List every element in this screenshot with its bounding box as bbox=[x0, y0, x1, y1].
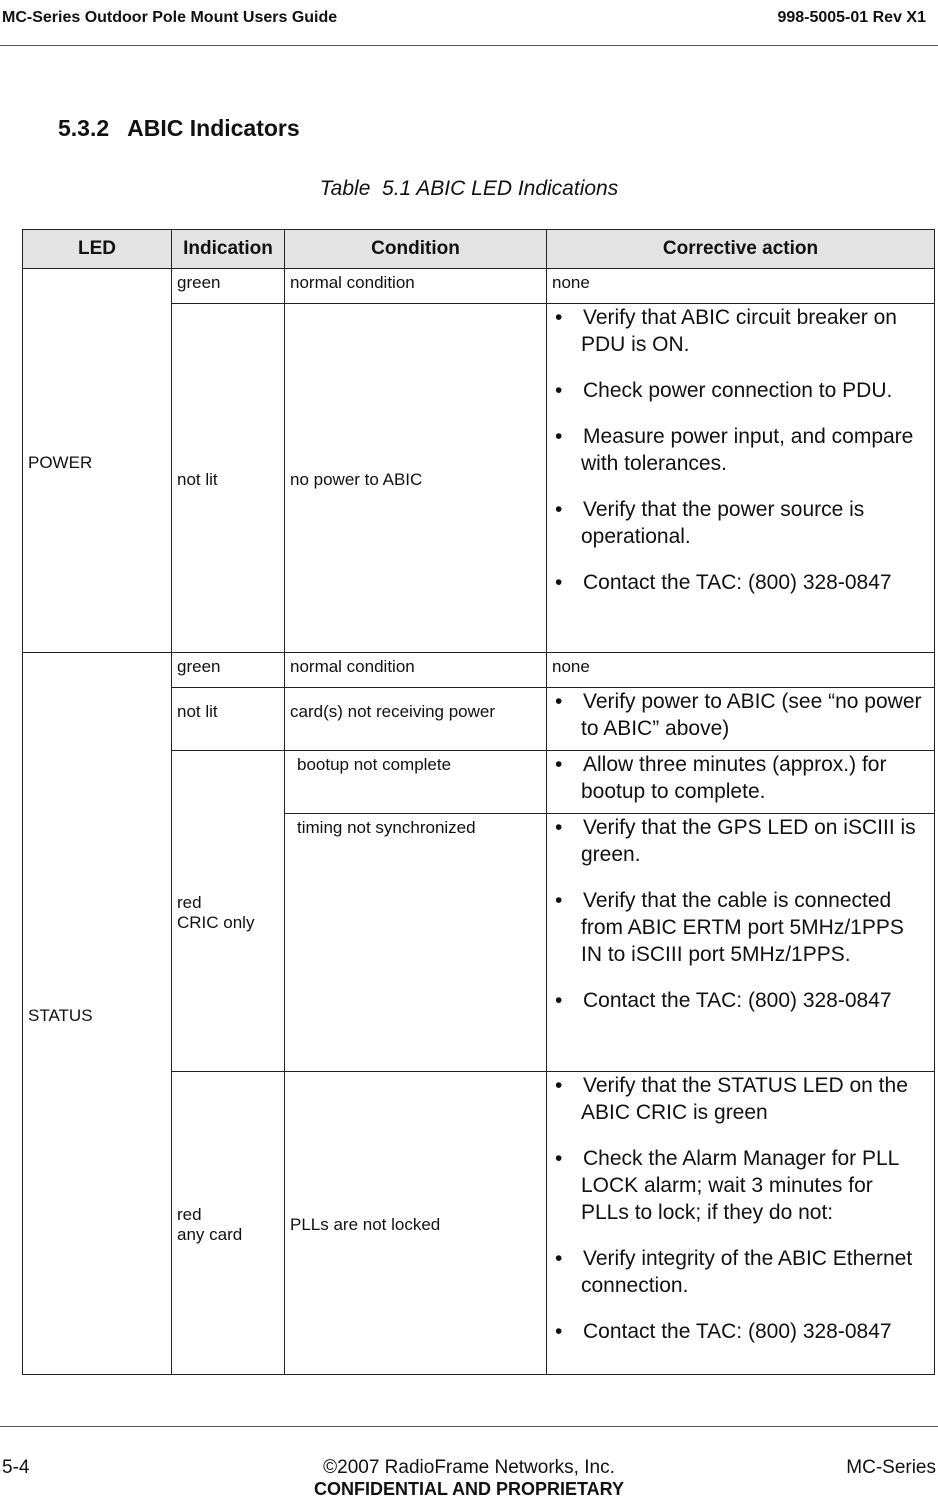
led-status: STATUS bbox=[23, 653, 172, 1375]
indication-cell bbox=[172, 1072, 285, 1375]
indication-line: red bbox=[177, 893, 202, 912]
action-cell bbox=[547, 688, 935, 751]
condition-cell: PLLs are not locked bbox=[285, 1072, 547, 1375]
bullet-item: • Verify that the cable is connected from ABIC ERTM port 5MHz/1PPS IN to iSCIII port 5MHz/1PPS. bbox=[555, 889, 904, 966]
indication-cell: green bbox=[172, 269, 285, 304]
section-title: ABIC Indicators bbox=[127, 115, 300, 141]
led-power: POWER bbox=[23, 269, 172, 653]
col-header-led: LED bbox=[23, 230, 172, 269]
bullet-item: • Verify that the power source is operational. bbox=[555, 498, 865, 548]
indication-cell bbox=[172, 751, 285, 1072]
action-cell bbox=[547, 751, 935, 814]
bullet-item: • Contact the TAC: (800) 328-0847 bbox=[555, 989, 892, 1012]
table-row bbox=[23, 269, 935, 304]
action-cell bbox=[547, 304, 935, 653]
condition-cell: normal condition bbox=[285, 269, 547, 304]
action-cell: none bbox=[547, 269, 935, 304]
footer-page-number: 5-4 bbox=[2, 1457, 30, 1478]
action-cell bbox=[547, 1072, 935, 1375]
bullet-item: • Verify integrity of the ABIC Ethernet connection. bbox=[555, 1247, 913, 1297]
col-header-action: Corrective action bbox=[547, 230, 935, 269]
indication-cell: not lit bbox=[172, 688, 285, 751]
bullet-item: • Check the Alarm Manager for PLL LOCK alarm; wait 3 minutes for PLLs to lock; if they do not: bbox=[555, 1147, 899, 1224]
section-heading bbox=[58, 115, 300, 142]
header-doc-title: MC-Series Outdoor Pole Mount Users Guide bbox=[2, 9, 338, 26]
indication-cell: green bbox=[172, 653, 285, 688]
bullet-item: • Contact the TAC: (800) 328-0847 bbox=[555, 571, 892, 594]
bullet-item: • Verify that the GPS LED on iSCIII is green. bbox=[555, 816, 916, 866]
table-caption: Table 5.1 ABIC LED Indications bbox=[319, 177, 619, 200]
bullet-item: • Contact the TAC: (800) 328-0847 bbox=[555, 1320, 892, 1343]
footer-product: MC-Series bbox=[846, 1457, 936, 1478]
footer-divider bbox=[0, 1426, 938, 1427]
condition-cell: normal condition bbox=[285, 653, 547, 688]
indication-line: red bbox=[177, 1205, 202, 1224]
header-doc-number: 998-5005-01 Rev X1 bbox=[777, 9, 926, 26]
action-cell bbox=[547, 814, 935, 1072]
bullet-item: • Allow three minutes (approx.) for bootup to complete. bbox=[555, 753, 887, 803]
condition-cell: bootup not complete bbox=[285, 751, 547, 814]
indication-line: any card bbox=[177, 1225, 243, 1244]
section-number: 5.3.2 bbox=[58, 115, 110, 141]
table-header-row bbox=[23, 230, 935, 269]
bullet-item: • Verify that ABIC circuit breaker on PDU is ON. bbox=[555, 306, 897, 356]
indication-cell: not lit bbox=[172, 304, 285, 653]
footer-confidential: CONFIDENTIAL AND PROPRIETARY bbox=[313, 1479, 624, 1499]
condition-cell: timing not synchronized bbox=[285, 814, 547, 1072]
indication-line: CRIC only bbox=[177, 913, 255, 932]
action-cell: none bbox=[547, 653, 935, 688]
footer-copyright: ©2007 RadioFrame Networks, Inc. bbox=[323, 1457, 615, 1478]
table-row bbox=[23, 653, 935, 688]
bullet-item: • Check power connection to PDU. bbox=[555, 379, 893, 402]
abic-led-table bbox=[22, 229, 935, 1375]
bullet-item: • Verify power to ABIC (see “no power to ABIC” above) bbox=[555, 690, 922, 740]
condition-cell: no power to ABIC bbox=[285, 304, 547, 653]
col-header-condition: Condition bbox=[285, 230, 547, 269]
condition-cell: card(s) not receiving power bbox=[285, 688, 547, 751]
bullet-item: • Verify that the STATUS LED on the ABIC CRIC is green bbox=[555, 1074, 908, 1124]
col-header-indication: Indication bbox=[172, 230, 285, 269]
bullet-item: • Measure power input, and compare with tolerances. bbox=[555, 425, 914, 475]
header-divider bbox=[0, 45, 938, 46]
